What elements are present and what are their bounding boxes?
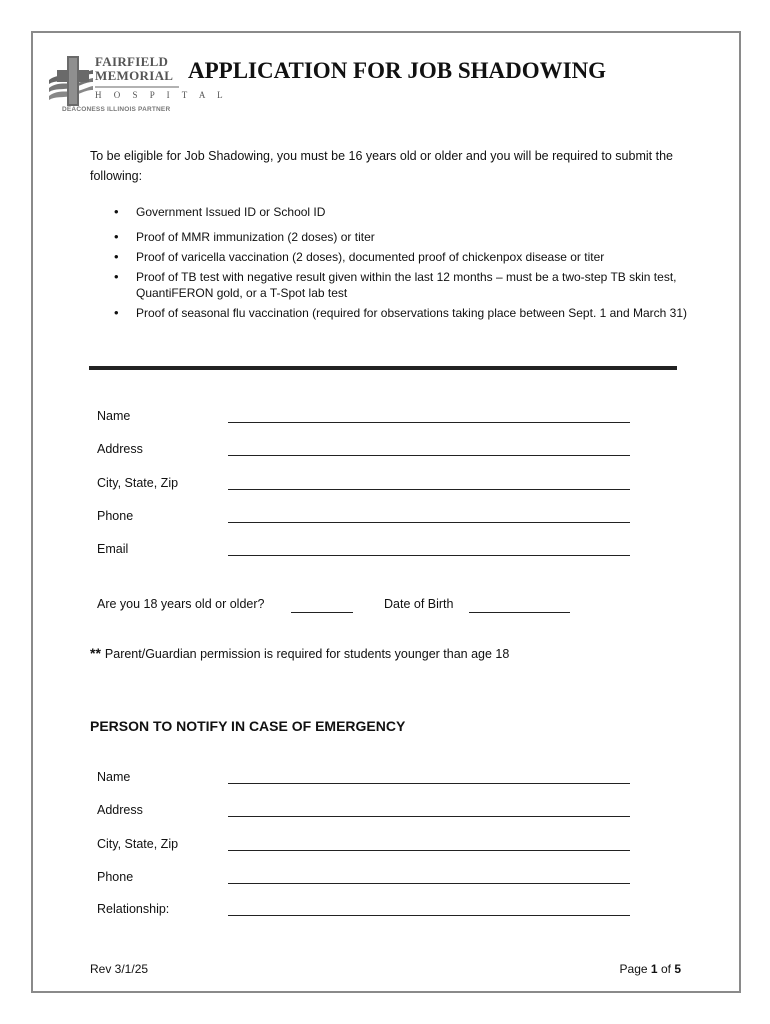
applicant-name-row [97,409,637,433]
applicant-address-label: Address [97,442,143,456]
list-item [114,204,689,220]
section-divider [89,366,677,370]
page-of: of [660,962,671,976]
applicant-email-row [97,542,637,566]
list-item [114,305,689,321]
page-current: 1 [650,962,658,976]
bullet-icon: • [114,229,119,244]
requirement-text: Proof of TB test with negative result given within the last 12 months – must be a two-step TB skin test, QuantiFERON gold, or a T-Spot lab test [136,270,677,300]
requirements-list [114,204,689,325]
logo-hospital-text: H O S P I T A L [95,90,228,100]
applicant-phone-label: Phone [97,509,134,523]
emergency-relationship-field[interactable] [228,915,630,916]
emergency-name-label: Name [97,770,131,784]
logo-partner-text: DEACONESS ILLINOIS PARTNER [62,106,171,113]
emergency-city-label: City, State, Zip [97,837,179,851]
page-number [600,962,681,976]
list-item [114,229,689,245]
applicant-city-field[interactable] [228,489,630,490]
emergency-phone-field[interactable] [228,883,630,884]
applicant-address-row [97,442,637,466]
requirement-text: Government Issued ID or School ID [136,205,326,219]
page-total: 5 [674,962,681,976]
logo-name-line1: FAIRFIELD [95,54,169,69]
applicant-city-label: City, State, Zip [97,476,179,490]
applicant-name-label: Name [97,409,131,423]
eligibility-intro: To be eligible for Job Shadowing, you must be 16 years old or older and you will be required to submit the following: [90,149,673,183]
guardian-note-text: Parent/Guardian permission is required for students younger than age 18 [104,647,510,661]
emergency-address-row [97,803,637,827]
date-of-birth-field[interactable] [469,612,570,613]
bullet-icon: • [114,269,119,284]
bullet-icon: • [114,305,119,320]
document-title: APPLICATION FOR JOB SHADOWING [188,58,607,83]
applicant-email-field[interactable] [228,555,630,556]
page-prefix: Page [619,962,648,976]
emergency-city-row [97,837,637,861]
guardian-permission-note [90,645,509,661]
requirement-text: Proof of seasonal flu vaccination (required for observations taking place between Sept. 1 and March 31) [136,306,687,320]
list-item [114,249,689,265]
emergency-name-row [97,770,637,794]
emergency-name-field[interactable] [228,783,630,784]
emergency-phone-row [97,870,637,894]
emergency-phone-label: Phone [97,870,134,884]
emergency-city-field[interactable] [228,850,630,851]
applicant-name-field[interactable] [228,422,630,423]
note-asterisks: ** [90,645,101,661]
emergency-relationship-row [97,902,637,926]
emergency-address-label: Address [97,803,143,817]
applicant-email-label: Email [97,542,129,556]
emergency-address-field[interactable] [228,816,630,817]
applicant-phone-row [97,509,637,533]
bullet-icon: • [114,249,119,264]
age-question-label: Are you 18 years old or older? [97,597,265,611]
list-item [114,269,689,301]
date-of-birth-label: Date of Birth [384,597,454,611]
emergency-relationship-label: Relationship: [97,902,170,916]
requirement-text: Proof of MMR immunization (2 doses) or titer [136,230,375,244]
age-answer-field[interactable] [291,612,353,613]
applicant-phone-field[interactable] [228,522,630,523]
emergency-section-heading: PERSON TO NOTIFY IN CASE OF EMERGENCY [90,718,406,734]
revision-date: Rev 3/1/25 [90,962,149,976]
logo-name-line2: MEMORIAL [95,68,174,83]
requirement-text: Proof of varicella vaccination (2 doses), documented proof of chickenpox disease or titer [136,250,605,264]
applicant-address-field[interactable] [228,455,630,456]
applicant-city-row [97,476,637,500]
bullet-icon: • [114,204,119,219]
